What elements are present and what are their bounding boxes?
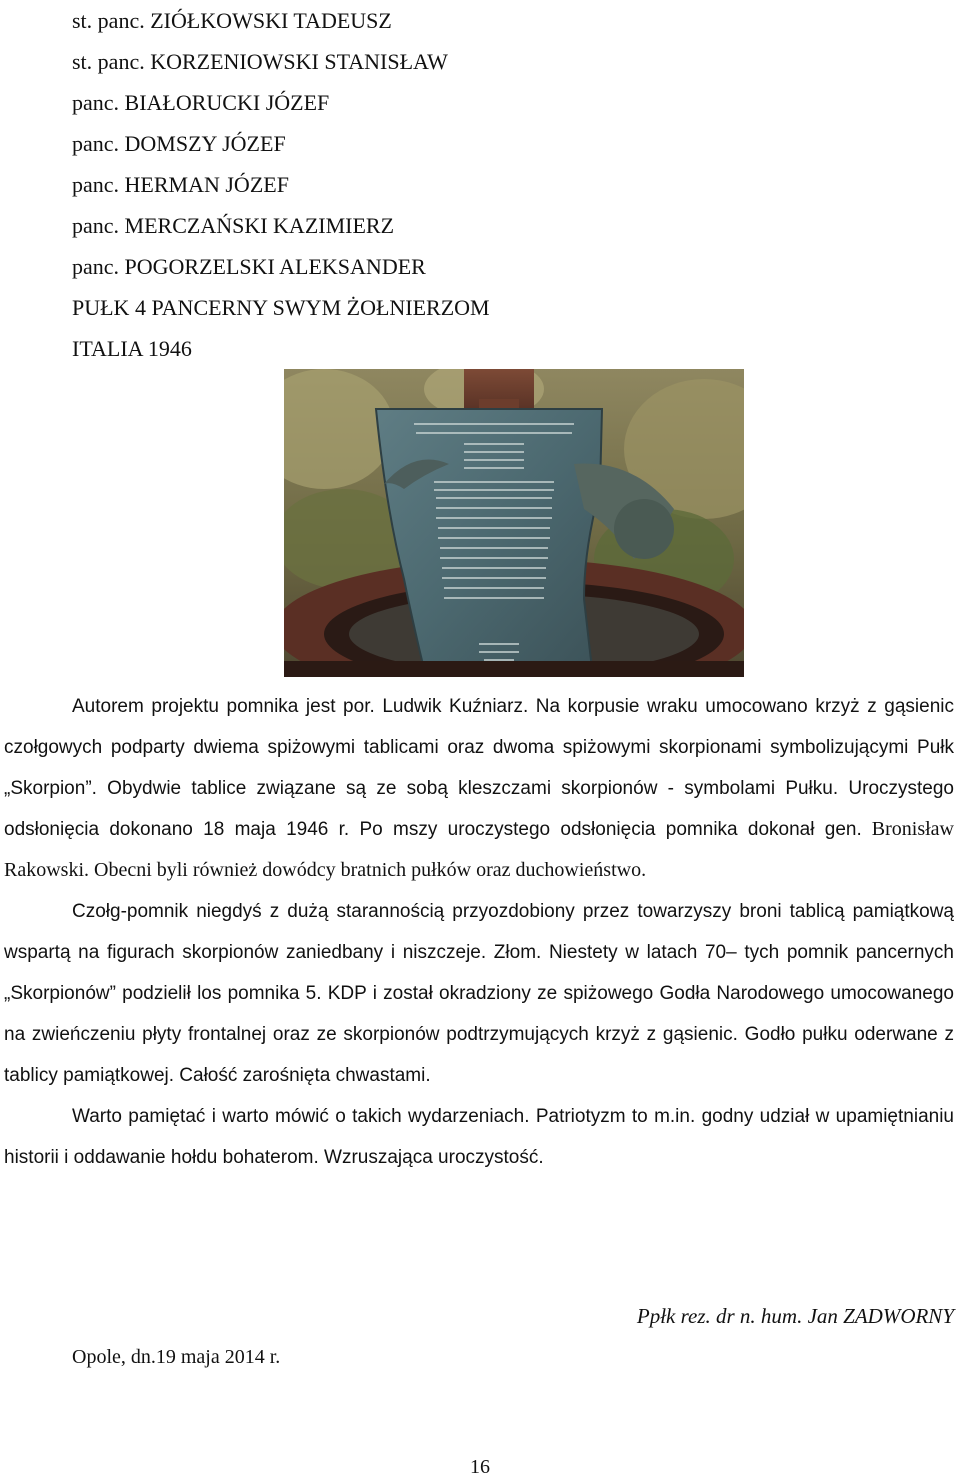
name-line: panc. HERMAN JÓZEF	[72, 172, 289, 197]
name-line: panc. POGORZELSKI ALEKSANDER	[72, 254, 426, 279]
name-line: st. panc. KORZENIOWSKI STANISŁAW	[72, 49, 448, 74]
paragraph-2: Czołg-pomnik niegdyś z dużą starannością przyozdobiony przez towarzyszy broni tablicą pamiątkową wspartą na figurach skorpionów zaniedbany i niszczeje. Złom. Niestety w latach 70– tych pomnik pancernych „Skorpionów” podzielił los pomnika 5. KDP i został okradziony ze spiżowego Godła Narodowego umocowanego na zwieńczeniu płyty frontalnej oraz ze skorpionów podtrzymujących krzyż z gąsienic. Godło pułku oderwane z tablicy pamiątkowej. Całość zarośnięta chwastami.	[4, 901, 954, 1086]
name-line: panc. MERCZAŃSKI KAZIMIERZ	[72, 213, 395, 238]
paragraph-1	[4, 686, 954, 891]
monument-photo	[284, 369, 744, 677]
paragraph-1-end: Bronisław Rakowski. Obecni byli również dowódcy bratnich pułków oraz duchowieństwo.	[4, 818, 954, 881]
names-list	[72, 0, 490, 369]
name-line: PUŁK 4 PANCERNY SWYM ŻOŁNIERZOM	[72, 295, 490, 320]
paragraph-3: Warto pamiętać i warto mówić o takich wydarzeniach. Patriotyzm to m.in. godny udział w upamiętnianiu historii i oddawanie hołdu bohaterom. Wzruszająca uroczystość.	[4, 1106, 954, 1168]
name-line: ITALIA 1946	[72, 336, 192, 361]
paragraph-1-text: Na korpusie wraku umocowano krzyż z gąsienic czołgowych podparty dwiema spiżowymi tablicami oraz dwoma spiżowymi skorpionami symbolizującymi Pułk „Skorpion”. Obydwie tablice związane są ze sobą kleszczami skorpionów - symbolami Pułku. Uroczystego odsłonięcia dokonano 18 maja 1946 r. Po mszy uroczystego odsłonięcia pomnika dokonał gen.	[4, 696, 954, 840]
place-date: Opole, dn.19 maja 2014 r.	[72, 1346, 281, 1368]
signature: Ppłk rez. dr n. hum. Jan ZADWORNY	[636, 1304, 954, 1328]
name-line: st. panc. ZIÓŁKOWSKI TADEUSZ	[72, 8, 392, 33]
author-sentence: Autorem projektu pomnika jest por. Ludwik Kuźniarz.	[72, 696, 529, 717]
body-text	[4, 686, 954, 1178]
name-line: panc. BIAŁORUCKI JÓZEF	[72, 90, 330, 115]
name-line: panc. DOMSZY JÓZEF	[72, 131, 286, 156]
page-number: 16	[470, 1456, 490, 1478]
